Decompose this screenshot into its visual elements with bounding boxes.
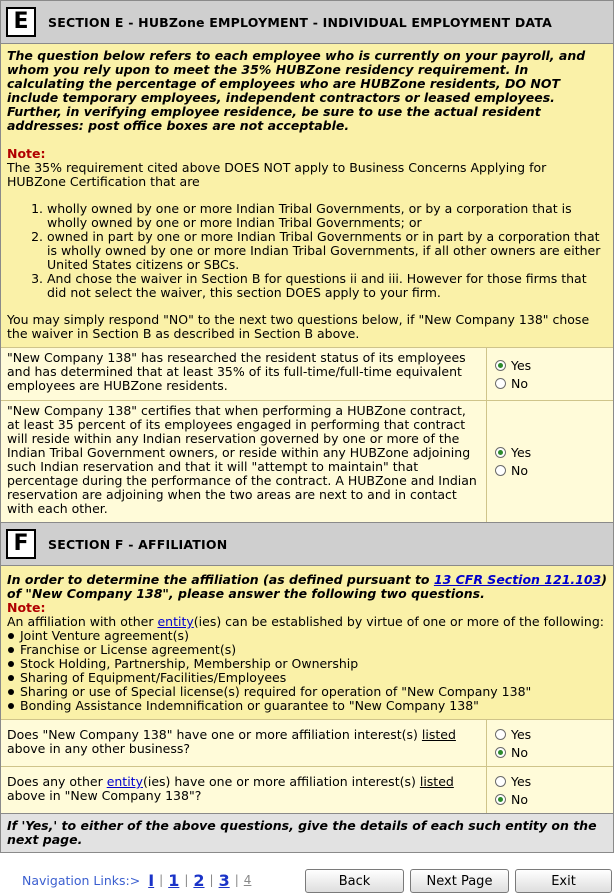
- requirement-item: 2. owned in part by one or more Indian Tribal Governments or in part by a corporation that is wholly owned by one or more Indian Tribal Governments, if all other owners are either United States citizens or SBCs.: [47, 230, 607, 272]
- yes-radio[interactable]: [495, 447, 506, 458]
- section-f-title: SECTION F - AFFILIATION: [48, 536, 228, 552]
- requirement-item: 3. And chose the waiver in Section B for questions ii and iii. However for those firms that did not select the waiver, this section DOES apply to your firm.: [47, 272, 607, 300]
- no-option[interactable]: No: [495, 374, 613, 392]
- no-radio[interactable]: [495, 378, 506, 389]
- navigation-label: Navigation Links:>: [22, 872, 141, 888]
- affiliation-item: Stock Holding, Partnership, Membership or Ownership: [7, 657, 607, 671]
- question-options: [487, 401, 613, 522]
- no-option[interactable]: No: [495, 790, 613, 808]
- question-text: Does any other entity(ies) have one or more affiliation interest(s) listed above in "New Company 138"?: [1, 767, 487, 813]
- section-f-info: [1, 566, 613, 719]
- section-e-title: SECTION E - HUBZone EMPLOYMENT - INDIVIDUAL EMPLOYMENT DATA: [48, 14, 552, 30]
- yes-radio[interactable]: [495, 729, 506, 740]
- yes-radio[interactable]: [495, 776, 506, 787]
- no-radio[interactable]: [495, 747, 506, 758]
- question-row: [1, 719, 613, 766]
- no-option[interactable]: No: [495, 462, 613, 480]
- exit-button[interactable]: Exit: [515, 869, 612, 893]
- section-e-info: [1, 44, 613, 347]
- no-radio[interactable]: [495, 465, 506, 476]
- section-e-note-label: Note:: [7, 146, 46, 161]
- affiliation-text: An affiliation with other entity(ies) can be established by virtue of one or more of the following:: [7, 614, 604, 629]
- back-button[interactable]: Back: [305, 869, 404, 893]
- next-page-button[interactable]: Next Page: [410, 869, 509, 893]
- section-e-letter: E: [6, 7, 36, 37]
- entity-link[interactable]: entity: [106, 774, 143, 789]
- nav-link-2[interactable]: 2: [193, 870, 205, 890]
- section-e-intro: The question below refers to each employee who is currently on your payroll, and whom you rely upon to meet the 35% HUBZone residency requirement. In calculating the percentage of employees who are HUBZone residents, DO NOT include temporary employees, independent contractors or leased employees. Further, in verifying employee residence, be sure to use the actual resident addresses: post office boxes are not acceptable.: [7, 48, 586, 133]
- nav-link-1[interactable]: 1: [168, 870, 180, 890]
- question-text: Does "New Company 138" have one or more affiliation interest(s) listed above in any other business?: [1, 720, 487, 766]
- affiliation-item: Joint Venture agreement(s): [7, 629, 607, 643]
- section-e-note-text: The 35% requirement cited above DOES NOT apply to Business Concerns Applying for HUBZone Certification that are: [7, 160, 547, 189]
- no-radio[interactable]: [495, 794, 506, 805]
- question-row: [1, 347, 613, 400]
- section-f-header: [1, 522, 613, 566]
- cfr-link[interactable]: 13 CFR Section 121.103: [433, 572, 602, 587]
- question-text: "New Company 138" certifies that when performing a HUBZone contract, at least 35 percent of its employees engaged in performing that contract will reside within any Indian reservation governed by one or more of the Indian Tribal Government owners, or reside within any HUBZone adjoining such Indian reservation and that it will "attempt to maintain" that percentage during the performance of the contract. A HUBZone and Indian reservation are adjoining when the two areas are next to and in contact with each other.: [1, 401, 487, 522]
- nav-current-page: 4: [243, 873, 252, 887]
- respond-text: You may simply respond "NO" to the next two questions below, if "New Company 138" chose the waiver in Section B as described in Section B above.: [7, 312, 590, 341]
- nav-link-i[interactable]: I: [148, 870, 155, 890]
- question-options: [487, 348, 613, 400]
- entity-link[interactable]: entity: [157, 614, 194, 629]
- yes-option[interactable]: Yes: [495, 356, 613, 374]
- no-option[interactable]: No: [495, 743, 613, 761]
- section-f-note-label: Note:: [7, 600, 46, 615]
- affiliation-list: [1, 629, 613, 713]
- affiliation-item: Bonding Assistance Indemnification or guarantee to "New Company 138": [7, 699, 607, 713]
- nav-link-3[interactable]: 3: [218, 870, 230, 890]
- listed-link[interactable]: listed: [419, 774, 454, 789]
- question-row: [1, 400, 613, 522]
- question-options: [487, 767, 613, 813]
- footer-note: If 'Yes,' to either of the above questions, give the details of each such entity on the next page.: [1, 813, 613, 853]
- section-f-letter: F: [6, 529, 36, 559]
- requirement-item: 1. wholly owned by one or more Indian Tribal Governments, or by a corporation that is wholly owned by one or more Indian Tribal Governments; or: [47, 202, 607, 230]
- yes-option[interactable]: Yes: [495, 444, 613, 462]
- navigation-bar: Navigation Links:> I | 1 | 2 | 3 | 4: [22, 870, 252, 890]
- yes-option[interactable]: Yes: [495, 772, 613, 790]
- question-options: [487, 720, 613, 766]
- yes-option[interactable]: Yes: [495, 725, 613, 743]
- affiliation-item: Sharing of Equipment/Facilities/Employees: [7, 671, 607, 685]
- section-f-intro: In order to determine the affiliation (as defined pursuant to 13 CFR Section 121.103) of "New Company 138", please answer the following two questions.: [7, 572, 607, 601]
- affiliation-item: Sharing or use of Special license(s) required for operation of "New Company 138": [7, 685, 607, 699]
- listed-link[interactable]: listed: [421, 727, 456, 742]
- requirements-list: [1, 202, 613, 300]
- section-e-header: [1, 1, 613, 44]
- question-text: "New Company 138" has researched the resident status of its employees and has determined that at least 35% of its full-time/full-time equivalent employees are HUBZone residents.: [1, 348, 487, 400]
- question-row: [1, 766, 613, 813]
- affiliation-item: Franchise or License agreement(s): [7, 643, 607, 657]
- yes-radio[interactable]: [495, 360, 506, 371]
